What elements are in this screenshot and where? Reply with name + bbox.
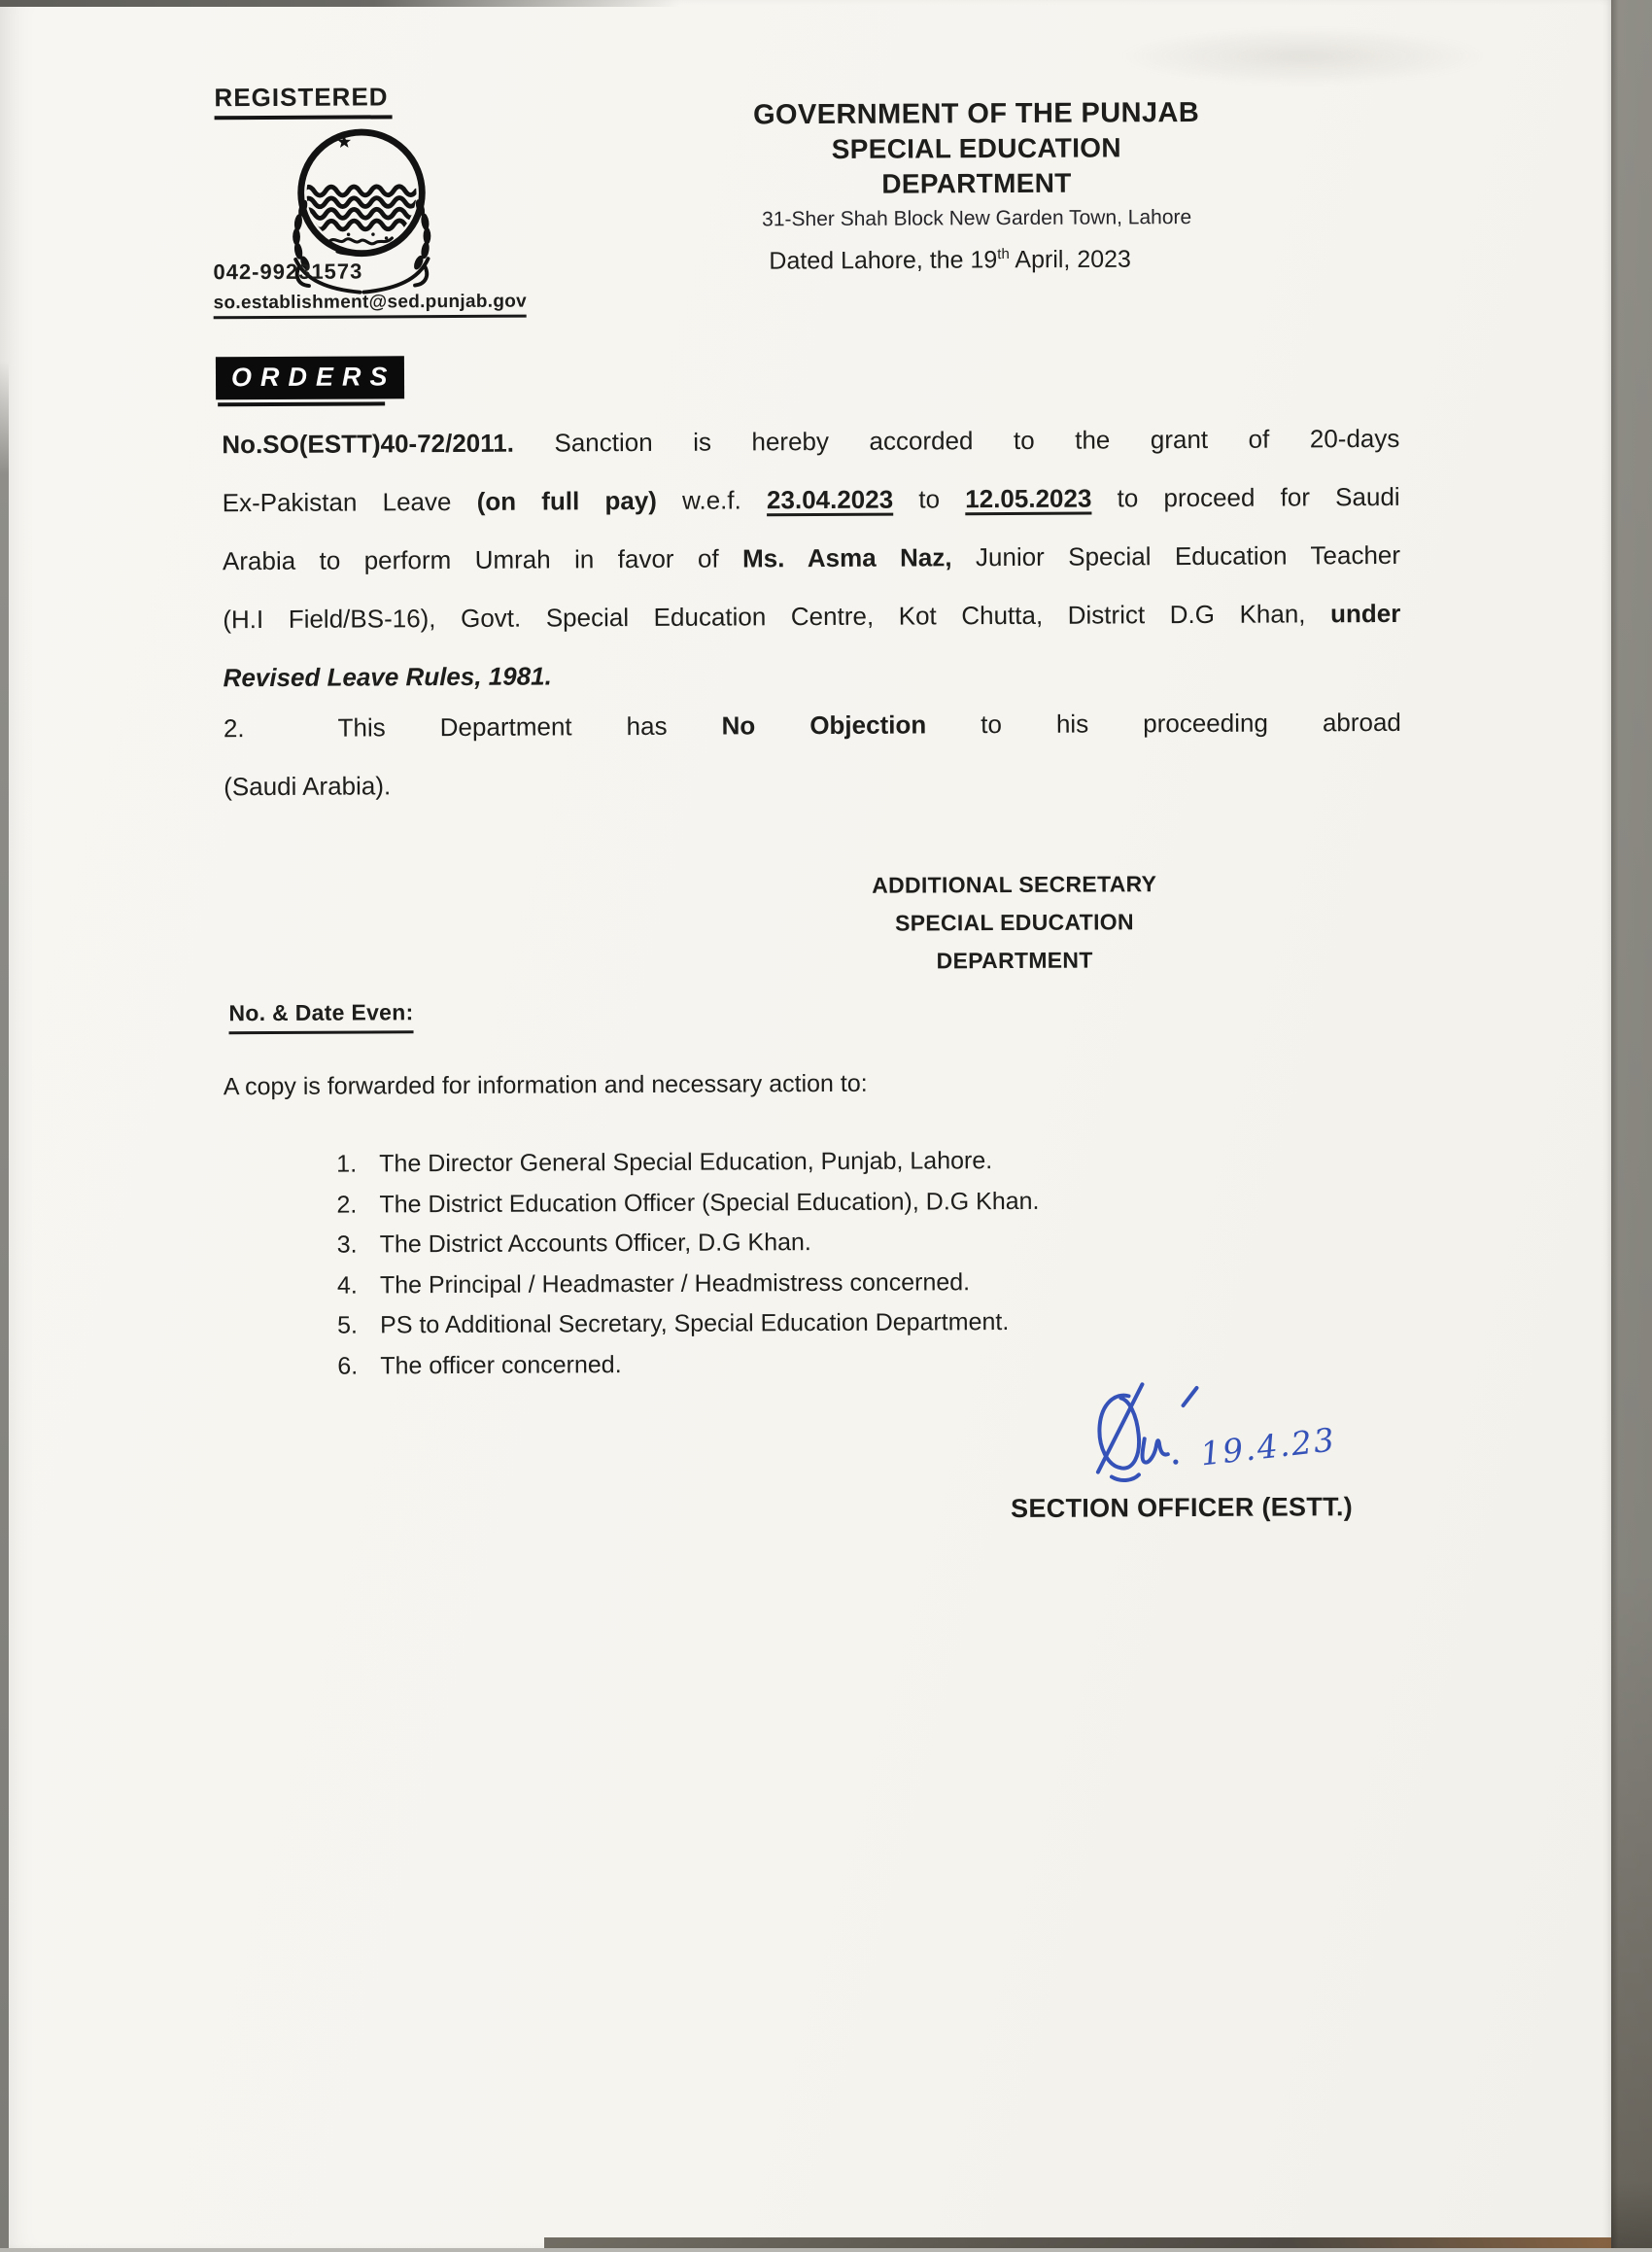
list-item-text: The officer concerned. — [380, 1350, 622, 1379]
list-item-number: 6. — [337, 1352, 359, 1380]
signatory-title-block — [854, 865, 1176, 981]
department-header — [743, 95, 1211, 234]
date-prefix: Dated Lahore, the 19 — [769, 246, 998, 275]
no-date-even-label: No. & Date Even: — [228, 999, 413, 1034]
signature-date: 19.4.23 — [1198, 1420, 1338, 1473]
list-item — [337, 1222, 1040, 1265]
registered-label: REGISTERED — [214, 82, 392, 120]
scan-edge-left — [0, 362, 9, 2248]
list-item-number: 3. — [336, 1230, 358, 1259]
scan-smudge — [1118, 27, 1487, 86]
signatory-line: ADDITIONAL SECRETARY — [872, 871, 1157, 898]
handwritten-signature-ink — [1078, 1377, 1351, 1500]
orders-heading-text: ORDERS — [216, 356, 404, 399]
department-title: SPECIAL EDUCATION DEPARTMENT — [831, 132, 1121, 199]
list-item-number: 1. — [336, 1150, 358, 1178]
scanner-background-right — [1611, 0, 1652, 2248]
list-item-text: PS to Additional Secretary, Special Education Department. — [380, 1308, 1010, 1339]
list-item — [337, 1302, 1040, 1346]
list-item-number: 2. — [336, 1191, 358, 1219]
date-suffix: April, 2023 — [1009, 245, 1131, 274]
list-item — [336, 1181, 1039, 1225]
list-item-text: The Principal / Headmaster / Headmistress concerned. — [379, 1267, 971, 1299]
distribution-list — [336, 1141, 1040, 1387]
signatory-line: SPECIAL EDUCATION — [894, 909, 1134, 936]
text-line: No.SO(ESTT)40-72/2011. Sanction is hereby accorded to the grant of 20-days — [222, 423, 1400, 460]
text-line: Ex-Pakistan Leave (on full pay) w.e.f. 23.04.2023 to 12.05.2023 to proceed for Saudi — [222, 481, 1400, 518]
department-address: 31-Sher Shah Block New Garden Town, Lahore — [762, 206, 1192, 231]
signatory-line: DEPARTMENT — [936, 947, 1093, 974]
scan-edge-bottom — [544, 2237, 1611, 2248]
forwarding-line: A copy is forwarded for information and necessary action to: — [223, 1069, 868, 1101]
text-line: Arabia to perform Umrah in favor of Ms. Asma Naz, Junior Special Education Teacher — [222, 539, 1401, 576]
section-officer-title: SECTION OFFICER (ESTT.) — [1011, 1492, 1354, 1524]
river-waves-icon — [303, 187, 417, 229]
text-line: (Saudi Arabia). — [224, 771, 392, 802]
government-title: GOVERNMENT OF THE PUNJAB — [752, 96, 1200, 131]
scan-edge-top — [0, 0, 680, 7]
text-line: Revised Leave Rules, 1981. — [223, 661, 552, 693]
list-item — [337, 1262, 1040, 1305]
list-item-number: 5. — [337, 1311, 359, 1339]
date-ordinal-suffix: th — [997, 245, 1010, 263]
list-item-text: The Director General Special Education, Punjab, Lahore. — [379, 1147, 993, 1178]
orders-heading — [216, 356, 404, 406]
text-line: 2. This Department has No Objection to his proceeding abroad — [223, 707, 1401, 744]
list-item-text: The District Education Officer (Special Education), D.G Khan. — [379, 1187, 1040, 1218]
list-item — [336, 1141, 1039, 1185]
crescent-star-icon — [337, 135, 375, 186]
phone-number: 042-99231573 — [213, 259, 363, 285]
orders-underline — [218, 401, 385, 406]
list-item-number: 4. — [336, 1271, 358, 1299]
text-line: (H.I Field/BS-16), Govt. Special Education Centre, Kot Chutta, District D.G Khan, under — [223, 598, 1401, 635]
email-address: so.establishment@sed.punjab.gov — [214, 292, 528, 320]
order-paragraph — [222, 409, 1401, 707]
no-objection-paragraph — [224, 693, 1402, 815]
list-item — [337, 1342, 1040, 1386]
date-line — [769, 237, 1131, 277]
list-item-text: The District Accounts Officer, D.G Khan. — [379, 1229, 811, 1259]
